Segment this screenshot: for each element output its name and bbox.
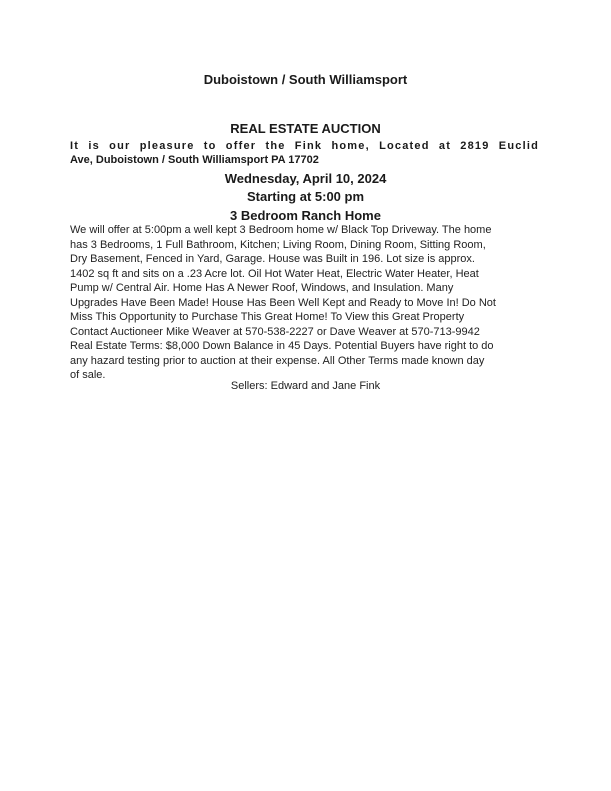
body-line: Miss This Opportunity to Purchase This Great Home! To View this Great Property	[70, 311, 465, 323]
body-line: We will offer at 5:00pm a well kept 3 Bedroom home w/ Black Top Driveway. The home	[70, 224, 492, 236]
body-line: Pump w/ Central Air. Home Has A Newer Roof, Windows, and Insulation. Many	[70, 282, 454, 294]
auction-date: Wednesday, April 10, 2024	[224, 171, 387, 186]
description-paragraph	[70, 223, 545, 383]
intro-line: It is our pleasure to offer the Fink home, Located at 2819 Euclid	[70, 140, 539, 152]
body-line: any hazard testing prior to auction at their expense. All Other Terms made known day	[70, 354, 485, 367]
body-line: Real Estate Terms: $8,000 Down Balance in 45 Days. Potential Buyers have right to do	[70, 340, 494, 352]
home-type: 3 Bedroom Ranch Home	[230, 208, 381, 223]
body-line: 1402 sq ft and sits on a .23 Acre lot. Oil Hot Water Heat, Electric Water Heater, Heat	[70, 267, 479, 280]
start-time: Starting at 5:00 pm	[246, 189, 365, 204]
sellers-line: Sellers: Edward and Jane Fink	[230, 380, 381, 392]
body-line: has 3 Bedrooms, 1 Full Bathroom, Kitchen; Living Room, Dining Room, Sitting Room,	[70, 238, 486, 251]
intro-paragraph	[70, 139, 539, 167]
body-line: of sale.	[70, 369, 106, 381]
auction-title: REAL ESTATE AUCTION	[230, 121, 381, 136]
body-line: Dry Basement, Fenced in Yard, Garage. House was Built in 196. Lot size is approx.	[70, 253, 475, 265]
body-line: Contact Auctioneer Mike Weaver at 570-538-2227 or Dave Weaver at 570-713-9942	[70, 325, 480, 338]
location-heading: Duboistown / South Williamsport	[203, 72, 408, 87]
body-line: Upgrades Have Been Made! House Has Been Well Kept and Ready to Move In! Do Not	[70, 296, 496, 309]
intro-line: Ave, Duboistown / South Williamsport PA 17702	[70, 154, 319, 166]
